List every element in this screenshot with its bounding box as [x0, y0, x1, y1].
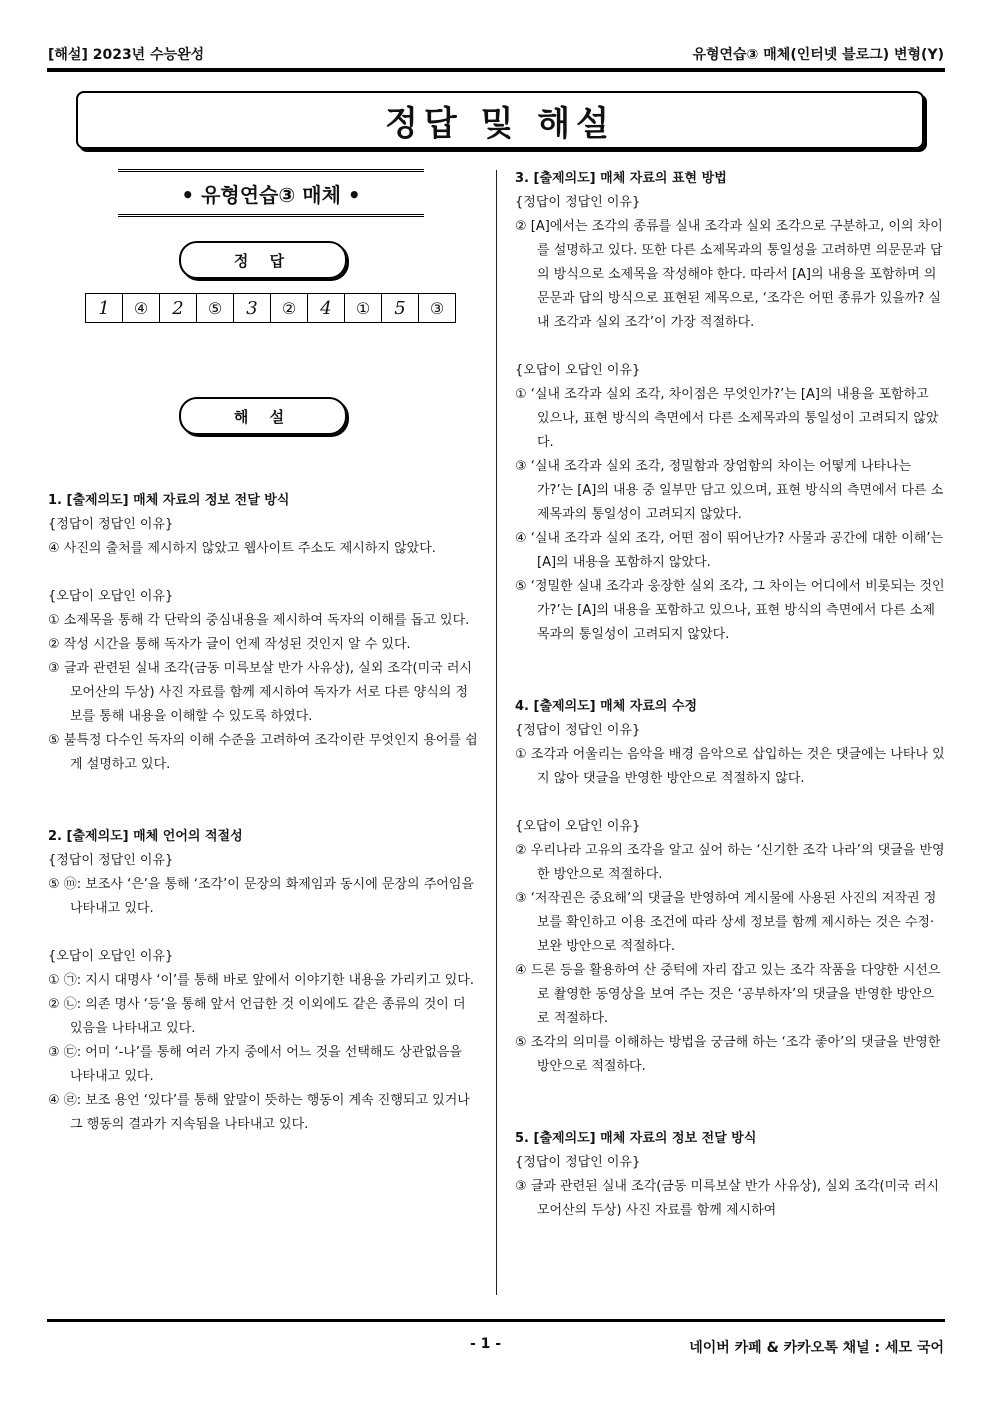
spacer: [515, 647, 945, 671]
question-heading: 4. [출제의도] 매체 자료의 수정: [515, 699, 698, 714]
question-heading: 5. [출제의도] 매체 자료의 정보 전달 방식: [515, 1131, 757, 1146]
header-rule: [47, 68, 945, 72]
question-heading: 3. [출제의도] 매체 자료의 표현 방법: [515, 171, 727, 186]
choice-explanation: ③ ‘실내 조각과 실외 조각, 정밀함과 장엄함의 차이는 어떻게 나타나는가?’는 [A]의 내용 중 일부만 담고 있으며, 표현 방식의 측면에서 다른 소제목과의 통일성이 고려되지 않았다.: [515, 459, 944, 522]
subheading: {정답이 정답인 이유}: [48, 517, 174, 532]
answers-label: 정 답: [179, 241, 347, 279]
choice-explanation: ① ㉠: 지시 대명사 ‘이’를 통해 바로 앞에서 이야기한 내용을 가리키고 있다.: [48, 973, 474, 988]
choice-explanation: ① ‘실내 조각과 실외 조각, 차이점은 무엇인가?’는 [A]의 내용을 포함하고 있으나, 표현 방식의 측면에서 다른 소제목과의 통일성이 고려되지 않았다.: [515, 387, 939, 450]
header-left: [해설] 2023년 수능완성: [48, 47, 205, 63]
left-column: [48, 489, 478, 1137]
answer-choice: ③: [419, 294, 456, 323]
page-number: - 1 -: [470, 1336, 502, 1352]
choice-explanation: ⑤ ‘정밀한 실내 조각과 웅장한 실외 조각, 그 차이는 어디에서 비롯되는 것인가?’는 [A]의 내용을 포함하고 있으나, 표현 방식의 측면에서 다른 소제목과의 통일성이 고려되지 않았다.: [515, 579, 945, 642]
answer-choice: ④: [123, 294, 160, 323]
choice-explanation: ④ 드론 등을 활용하여 산 중턱에 자리 잡고 있는 조각 작품을 다양한 시선으로 촬영한 동영상을 보여 주는 것은 ‘공부하자’의 댓글을 반영한 방안으로 적절하다.: [515, 963, 941, 1026]
choice-explanation: ③ 글과 관련된 실내 조각(금동 미륵보살 반가 사유상), 실외 조각(미국 러시모어산의 두상) 사진 자료를 함께 제시하여: [515, 1179, 939, 1218]
choice-explanation: ④ 사진의 출처를 제시하지 않았고 웹사이트 주소도 제시하지 않았다.: [48, 541, 436, 556]
choice-explanation: ⑤ 불특정 다수인 독자의 이해 수준을 고려하여 조각이란 무엇인지 용어를 쉽게 설명하고 있다.: [48, 733, 478, 772]
subheading: {정답이 정답인 이유}: [515, 723, 641, 738]
spacer: [515, 1103, 945, 1127]
column-divider: [496, 170, 497, 1295]
spacer: [48, 921, 478, 945]
question-heading: 1. [출제의도] 매체 자료의 정보 전달 방식: [48, 493, 290, 508]
choice-explanation: ③ 글과 관련된 실내 조각(금동 미륵보살 반가 사유상), 실외 조각(미국 러시모어산의 두상) 사진 자료를 함께 제시하여 독자가 서로 다른 양식의 정보를 통해 내용을 이해할 수 있도록 하였다.: [48, 661, 472, 724]
choice-explanation: ③ ㉢: 어미 ‘-나’를 통해 여러 가지 중에서 어느 것을 선택해도 상관없음을 나타내고 있다.: [48, 1045, 462, 1084]
subheading: {오답이 오답인 이유}: [48, 949, 174, 964]
answer-number: 3: [234, 294, 271, 323]
answer-table: [85, 293, 456, 323]
choice-explanation: ② 작성 시간을 통해 독자가 글이 언제 작성된 것인지 알 수 있다.: [48, 637, 411, 652]
question-heading: 2. [출제의도] 매체 언어의 적절성: [48, 829, 243, 844]
answer-choice: ⑤: [197, 294, 234, 323]
answer-choice: ②: [271, 294, 308, 323]
subheading: {정답이 정답인 이유}: [515, 1155, 641, 1170]
choice-explanation: ② 우리나라 고유의 조각을 알고 싶어 하는 ‘신기한 조각 나라’의 댓글을 반영한 방안으로 적절하다.: [515, 843, 945, 882]
spacer: [515, 335, 945, 359]
page-title: 정답 및 해설: [76, 91, 924, 149]
subheading: {오답이 오답인 이유}: [515, 363, 641, 378]
choice-explanation: ④ ‘실내 조각과 실외 조각, 어떤 점이 뛰어난가? 사물과 공간에 대한 이해’는 [A]의 내용을 포함하지 않았다.: [515, 531, 944, 570]
header-right: 유형연습③ 매체(인터넷 블로그) 변형(Y): [692, 47, 944, 63]
subheading: {오답이 오답인 이유}: [48, 589, 174, 604]
subheading: {정답이 정답인 이유}: [515, 195, 641, 210]
section-title: • 유형연습③ 매체 •: [118, 169, 424, 217]
choice-explanation: ① 소제목을 통해 각 단락의 중심내용을 제시하여 독자의 이해를 돕고 있다.: [48, 613, 470, 628]
answer-number: 5: [382, 294, 419, 323]
footer-credit: 네이버 카페 & 카카오톡 채널 : 세모 국어: [689, 1340, 944, 1356]
choice-explanation: ② [A]에서는 조각의 종류를 실내 조각과 실외 조각으로 구분하고, 이의 차이를 설명하고 있다. 또한 다른 소제목과의 통일성을 고려하면 의문문과 답의 방식으로 소제목을 작성해야 한다. 따라서 [A]의 내용을 포함하며 의문문과 답의 방식으로 표현된 제목으로, ‘조각은 어떤 종류가 있을까? 실내 조각과 실외 조각’이 가장 적절하다.: [515, 219, 943, 330]
spacer: [515, 791, 945, 815]
answer-choice: ①: [345, 294, 382, 323]
answer-number: 1: [86, 294, 123, 323]
spacer: [48, 777, 478, 801]
choice-explanation: ① 조각과 어울리는 음악을 배경 음악으로 삽입하는 것은 댓글에는 나타나 있지 않아 댓글을 반영한 방안으로 적절하지 않다.: [515, 747, 945, 786]
spacer: [515, 1079, 945, 1103]
right-column: [515, 167, 945, 1223]
explanation-label: 해 설: [179, 397, 347, 435]
subheading: {정답이 정답인 이유}: [48, 853, 174, 868]
footer-rule: [47, 1319, 945, 1322]
answer-number: 2: [160, 294, 197, 323]
answer-number: 4: [308, 294, 345, 323]
subheading: {오답이 오답인 이유}: [515, 819, 641, 834]
spacer: [48, 561, 478, 585]
choice-explanation: ② ㉡: 의존 명사 ‘등’을 통해 앞서 언급한 것 이외에도 같은 종류의 것이 더 있음을 나타내고 있다.: [48, 997, 466, 1036]
choice-explanation: ⑤ ⓜ: 보조사 ‘은’을 통해 ‘조각’이 문장의 화제임과 동시에 문장의 주어임을 나타내고 있다.: [48, 877, 474, 916]
choice-explanation: ③ ‘저작권은 중요해’의 댓글을 반영하여 게시물에 사용된 사진의 저작권 정보를 확인하고 이용 조건에 따라 상세 정보를 함께 제시하는 것은 수정·보완 방안으로 적절하다.: [515, 891, 937, 954]
spacer: [515, 671, 945, 695]
spacer: [48, 801, 478, 825]
choice-explanation: ⑤ 조각의 의미를 이해하는 방법을 궁금해 하는 ‘조각 좋아’의 댓글을 반영한 방안으로 적절하다.: [515, 1035, 941, 1074]
choice-explanation: ④ ㉣: 보조 용언 ‘있다’를 통해 앞말이 뜻하는 행동이 계속 진행되고 있거나 그 행동의 결과가 지속됨을 나타내고 있다.: [48, 1093, 470, 1132]
